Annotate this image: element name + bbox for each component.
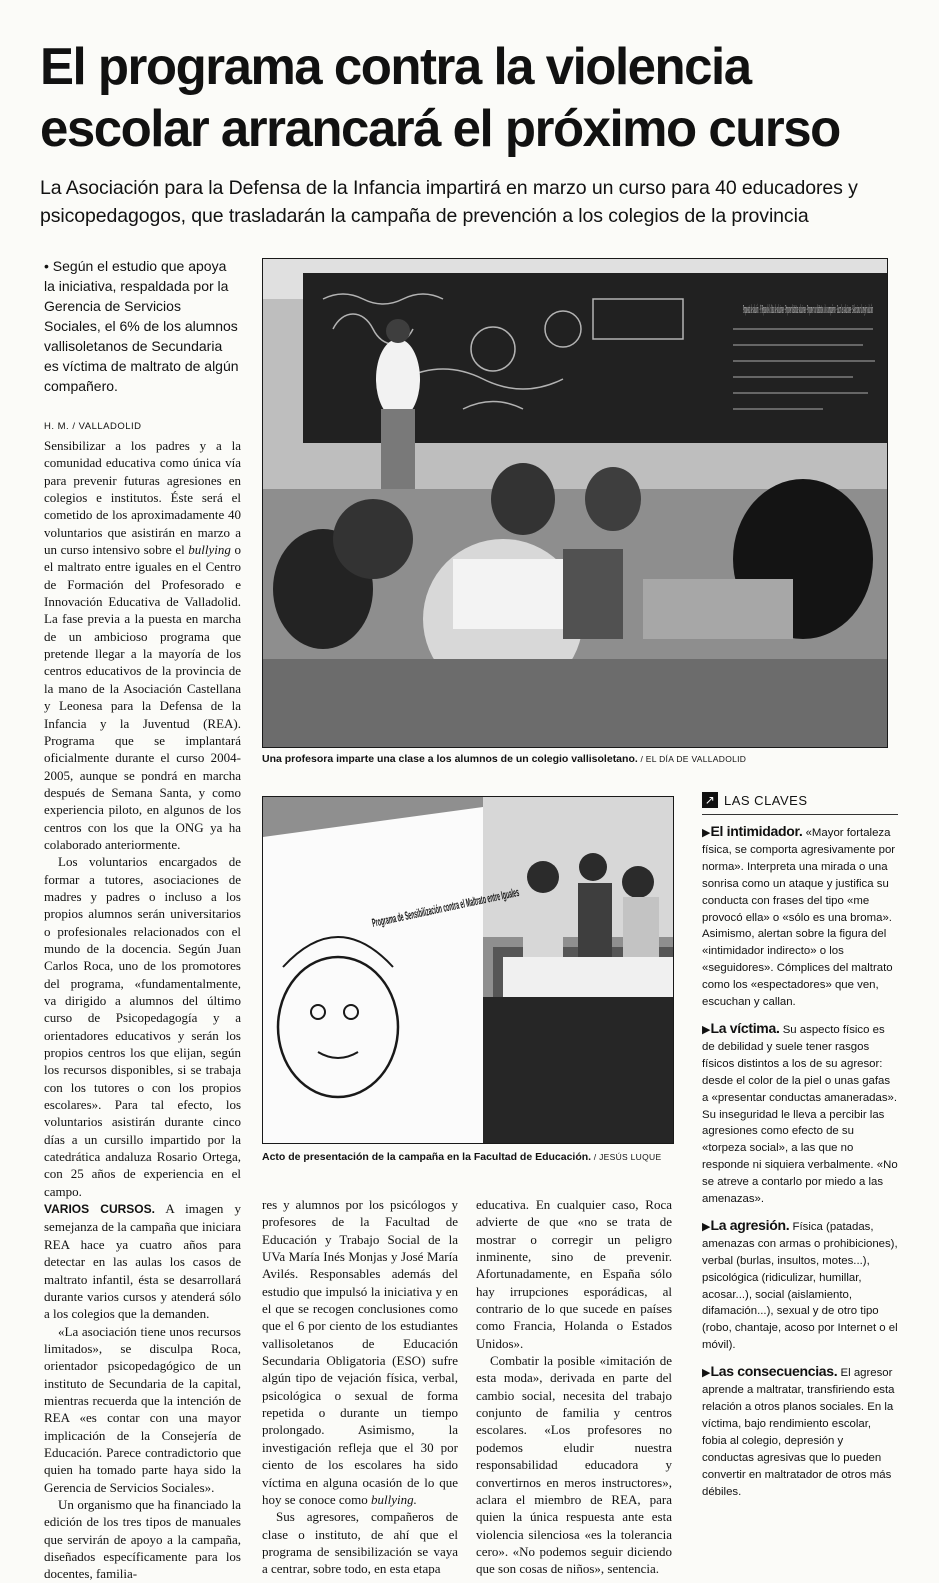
key-points-sidebar xyxy=(702,790,898,1509)
article-column-3 xyxy=(476,1196,672,1578)
subheadline: La Asociación para la Defensa de la Infancia impartirá en marzo un curso para 40 educadores y psicopedagogos, que trasladarán la campaña de prevención a los colegios de la provincia xyxy=(40,177,858,227)
byline: H. M. / VALLADOLID xyxy=(44,421,142,432)
paragraph: educativa. En cualquier caso, Roca advierte de que «no se trata de mostrar o corregir un peligro inminente, sino de prevenir. Afortunadamente, en España sólo hay irrupciones esporádicas, al contrario de lo que sucede en países como Francia, Holanda o Estados Unidos». xyxy=(476,1197,672,1351)
sidebar-title: LAS CLAVES xyxy=(724,792,808,808)
key-point-victim: ▶La víctima. Su aspecto físico es de debilidad y suele tener rasgos físicos distintos a los de su agresor: desde el color de la piel o unas gafas a «presentar conductas amaneradas». Su inseguridad le lleva a percibir las agresiones como efecto de su «torpeza social», a las que no responde ni siquiera verbalmente. «No se atreve a contarlo por miedo a las amenazas». xyxy=(702,1019,898,1206)
trend-arrow-icon: ↗ xyxy=(702,792,718,808)
section-lead-in: VARIOS CURSOS. xyxy=(44,1202,155,1217)
sidebar-header xyxy=(702,790,898,815)
emphasis: bullying. xyxy=(371,1491,417,1507)
paragraph: «La asociación tiene unos recursos limitados», se disculpa Roca, orientador psicopedagógico de un instituto de Secundaria de la capital, mientras recuerda que la intención de REA «es contar con una mayor implicación de la Consejería de Educación. Parece contradictorio que quien ha tomado parte haya sido la Gerencia de Servicios Sociales». xyxy=(44,1323,241,1495)
key-point-intimidator: ▶El intimidador. «Mayor fortaleza física, se comporta agresivamente por norma». Interpreta una mirada o una sonrisa como un ataque y justifica su conducta con frases del tipo «me provocó ella» o «sólo es una broma». Asimismo, alertan sobre la figura del «intimidador indirecto» o los «seguidores». Cómplices del maltrato como los «espectadores» que ven, escuchan y callan. xyxy=(702,823,896,1009)
paragraph: Sus agresores, compañeros de clase o instituto, de ahí que el programa de sensibilización se vaya a centrar, sobre todo, en esta etapa xyxy=(262,1509,458,1577)
pointer-arrow-icon: ▶ xyxy=(702,1023,711,1036)
pointer-arrow-icon: ▶ xyxy=(702,1220,711,1233)
paragraph: Los voluntarios encargados de formar a tutores, asociaciones de madres y padres o incluso a los propios alumnos serán universitarios o profesionales relacionados con el mundo de la docencia. Según Juan Carlos Roca, uno de los promotores del programa, «fundamentalmente, va dirigido a alumnos del último curso de Psicopedagogía y a orientadores educativos y serán los propios centros los que elijan, según los recursos disponibles, si se trabaja con los tutores o con los propios escolares». Para tal efecto, los voluntarios asistirán durante cinco días a un cursillo impartido por la catedrática andaluza Rosario Ortega, con 25 años de experiencia en el campo. xyxy=(44,854,241,1199)
paragraph: res y alumnos por los psicólogos y profesores de la Facultad de Educación y Trabajo Social de la UVa María Inés Monjas y José María Avilés. Responsables además del estudio que impulsó la iniciativa y en el que se recogen conclusiones como que el 6 por ciento de los estudiantes vallisoletanos de Educación Secundaria Obligatoria (ESO) sufre algún tipo de vejación física, verbal, psicológica o sexual de forma repetida o durante un tiempo prolongado. Asimismo, la investigación refleja que el 30 por ciento de los escolares ha sido víctima en alguna ocasión de lo que hoy se conoce como bullying. xyxy=(262,1197,458,1507)
article-column-2 xyxy=(262,1196,458,1578)
classroom-photo xyxy=(262,258,888,748)
paragraph: VARIOS CURSOS. A imagen y semejanza de la campaña que iniciara REA hace ya cuatro años para detectar en las aulas los casos de maltrato infantil, ésta se desarrollará durante varios cursos y atenderá sólo a los colegios que la demanden. xyxy=(44,1201,242,1322)
presentation-photo xyxy=(262,796,674,1144)
lead-summary: • Según el estudio que apoya la iniciativa, respaldada por la Gerencia de Servicios Sociales, el 6% de los alumnos vallisoletanos de Secundaria es víctima de maltrato de algún compañero. xyxy=(44,258,239,394)
pointer-arrow-icon: ▶ xyxy=(702,1367,711,1380)
blackboard-writing: Propuesta de solución · 1ª Repaso de la lista de soluciones · Proponer distintas soluciones · Proponer con distintos a los compañeros · Sacar las soluciones · Seleccionar la mejor solución xyxy=(742,303,873,316)
paragraph: Un organismo que ha financiado la edición de los tres tipos de manuales que servirán de apoyo a la campaña, diseñados específicamente para los docentes, familia- xyxy=(44,1496,241,1582)
photo1-caption: Una profesora imparte una clase a los alumnos de un colegio vallisoletano. / EL DÍA DE VALLADOLID xyxy=(262,753,747,765)
article-column-1 xyxy=(44,437,241,1583)
key-point-aggression: ▶La agresión. Física (patadas, amenazas con armas o prohibiciones), verbal (burlas, insultos, motes...), psicológica (ridiculizar, humillar, acosar...), social (aislamiento, difamación...), sexual y de otro tipo (robo, chantaje, acoso por Internet o el móvil). xyxy=(702,1216,898,1352)
photo2-credit: / JESÚS LUQUE xyxy=(591,1152,662,1162)
headline: El programa contra la violencia escolar arrancará el próximo curso xyxy=(40,38,840,158)
presentation-photo-illustration xyxy=(263,797,673,1143)
emphasis: bullying xyxy=(188,542,231,558)
key-point-consequences: ▶Las consecuencias. El agresor aprende a maltratar, transfiriendo esta relación a otros planos sociales. En la víctima, bajo rendimiento escolar, fobia al colegio, depresión y conductas agresivas que lo pueden convertir en maltratador de otros más débiles. xyxy=(702,1363,895,1498)
pointer-arrow-icon: ▶ xyxy=(702,827,711,839)
photo1-credit: / EL DÍA DE VALLADOLID xyxy=(637,754,747,764)
photo2-caption: Acto de presentación de la campaña en la Facultad de Educación. / JESÚS LUQUE xyxy=(262,1151,662,1163)
paragraph: Combatir la posible «imitación de esta moda», derivada en parte del cambio social, necesita del trabajo conjunto de familia y centros escolares. «Los profesores no podemos eludir nuestra responsabilidad educadora y convertirnos en meros instructores», aclara el miembro de REA, para quien la única respuesta ante esta violencia silenciosa «es la tolerancia cero». «No podemos seguir diciendo que son cosas de niños», sentencia. xyxy=(476,1353,672,1577)
classroom-photo-illustration xyxy=(263,259,887,747)
paragraph: Sensibilizar a los padres y a la comunidad educativa como única vía para prevenir futuras agresiones en colegios e institutos. Éste será el cometido de los aproximadamente 40 voluntarios que asistirán en marzo a un curso intensivo sobre el bullying o el maltrato entre iguales en el Centro de Formación del Profesorado e Innovación Educativa de Valladolid. La fase previa a la puesta en marcha de un ambicioso programa que pretende llegar a la mayoría de los centros educativos de la provincia de la mano de la Asociación Castellana y Leonesa para la Defensa de la Infancia y la Juventud (REA). Programa que se implantará oficialmente durante el curso 2004-2005, aunque se pondrá en marcha después de Semana Santa, y como experiencia piloto, en algunos de los centros con los que la ONG ya ha colaborado anteriormente. xyxy=(44,438,241,852)
